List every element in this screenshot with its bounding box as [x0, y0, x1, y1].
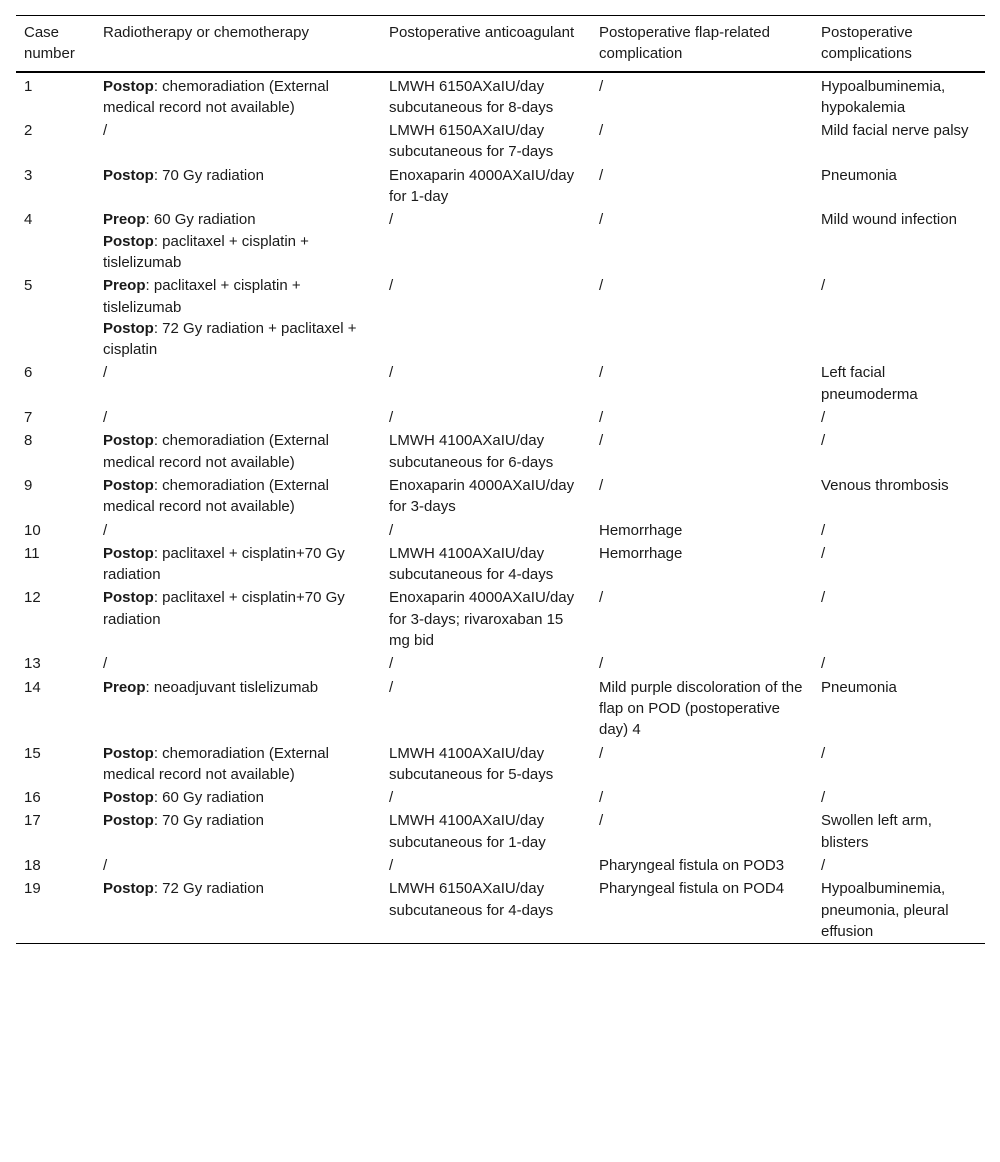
therapy-cell — [95, 208, 381, 274]
case-number-cell: 12 — [24, 589, 41, 607]
anticoagulant-cell: / — [389, 277, 394, 295]
complications-cell: Swollen left arm, blisters — [821, 812, 932, 851]
anticoagulant-cell: LMWH 4100AXaIU/day subcutaneous for 6-days — [389, 432, 554, 471]
case-number-cell: 3 — [24, 166, 33, 184]
therapy-phase-label: Preop — [103, 211, 146, 229]
therapy-phase-label: Postop — [103, 319, 154, 337]
table-row — [16, 742, 985, 787]
therapy-entry — [103, 209, 373, 230]
flap-complication-cell: Hemorrhage — [599, 521, 683, 539]
flap-complication-cell: / — [599, 789, 604, 807]
therapy-entry — [103, 810, 373, 831]
therapy-detail: : 72 Gy radiation — [153, 880, 264, 898]
case-number-cell: 16 — [24, 789, 41, 807]
therapy-entry — [103, 231, 373, 274]
complications-cell: Mild wound infection — [821, 211, 957, 229]
complications-cell: / — [821, 789, 826, 807]
therapy-phase-label: Postop — [103, 744, 154, 762]
table-row — [16, 119, 985, 164]
flap-complication-cell: / — [599, 277, 604, 295]
therapy-cell — [95, 519, 381, 542]
case-number-cell: 19 — [24, 880, 41, 898]
anticoagulant-cell: LMWH 4100AXaIU/day subcutaneous for 4-days — [389, 544, 554, 584]
complications-cell: / — [821, 856, 826, 874]
anticoagulant-cell: / — [389, 409, 394, 427]
header-flap-complication: Postoperative flap-related complication — [599, 24, 770, 63]
anticoagulant-cell: / — [389, 211, 394, 229]
therapy-cell — [95, 809, 381, 854]
therapy-detail: : chemoradiation (External medical record not available) — [103, 744, 329, 783]
therapy-detail: : chemoradiation (External medical record not available) — [103, 77, 329, 116]
therapy-phase-label: Postop — [103, 166, 154, 184]
case-table — [16, 15, 985, 944]
anticoagulant-cell: LMWH 4100AXaIU/day subcutaneous for 5-days — [389, 744, 554, 783]
case-number-cell: 17 — [24, 812, 41, 830]
case-number-cell: 9 — [24, 476, 33, 494]
therapy-detail: : neoadjuvant tislelizumab — [145, 678, 319, 696]
therapy-detail: / — [103, 409, 108, 427]
therapy-phase-label: Postop — [103, 589, 154, 607]
anticoagulant-cell: Enoxaparin 4000AXaIU/day for 3-days; rivaroxaban 15 mg bid — [389, 589, 575, 650]
complications-cell: Hypoalbuminemia, hypokalemia — [821, 77, 946, 116]
anticoagulant-cell: / — [389, 789, 394, 807]
complications-cell: / — [821, 744, 826, 762]
complications-cell: Pneumonia — [821, 166, 897, 184]
complications-cell: / — [821, 589, 826, 607]
anticoagulant-cell: / — [389, 655, 394, 673]
therapy-detail: : 70 Gy radiation — [153, 812, 264, 830]
therapy-cell — [95, 742, 381, 787]
case-number-cell: 5 — [24, 277, 33, 295]
therapy-entry — [103, 878, 373, 899]
complications-cell: Pneumonia — [821, 678, 897, 696]
complications-cell: / — [821, 277, 826, 295]
therapy-detail: : 72 Gy radiation + paclitaxel + cisplatin — [103, 319, 357, 359]
table-row — [16, 72, 985, 120]
anticoagulant-cell: / — [389, 856, 394, 874]
header-row — [16, 16, 985, 72]
therapy-entry — [103, 120, 373, 141]
flap-complication-cell: / — [599, 122, 604, 140]
case-number-cell: 14 — [24, 678, 41, 696]
therapy-phase-label: Preop — [103, 277, 146, 295]
flap-complication-cell: / — [599, 655, 604, 673]
table-row — [16, 586, 985, 652]
table-row — [16, 786, 985, 809]
therapy-cell — [95, 676, 381, 742]
therapy-phase-label: Preop — [103, 678, 146, 696]
therapy-detail: / — [103, 856, 108, 874]
therapy-detail: / — [103, 655, 108, 673]
therapy-detail: : paclitaxel + cisplatin+70 Gy radiation — [103, 589, 345, 628]
flap-complication-cell: / — [599, 812, 604, 830]
therapy-detail: : paclitaxel + cisplatin+70 Gy radiation — [103, 544, 345, 584]
flap-complication-cell: / — [599, 166, 604, 184]
table-row — [16, 406, 985, 429]
flap-complication-cell: / — [599, 476, 604, 494]
therapy-cell — [95, 164, 381, 209]
case-number-cell: 13 — [24, 655, 41, 673]
anticoagulant-cell: LMWH 4100AXaIU/day subcutaneous for 1-day — [389, 812, 546, 851]
flap-complication-cell: / — [599, 589, 604, 607]
flap-complication-cell: Pharyngeal fistula on POD4 — [599, 880, 785, 898]
table-row — [16, 652, 985, 675]
therapy-phase-label: Postop — [103, 77, 154, 95]
therapy-entry — [103, 165, 373, 186]
case-number-cell: 18 — [24, 856, 41, 874]
therapy-entry — [103, 787, 373, 808]
anticoagulant-cell: Enoxaparin 4000AXaIU/day for 1-day — [389, 166, 575, 206]
therapy-phase-label: Postop — [103, 544, 154, 562]
flap-complication-cell: / — [599, 77, 604, 95]
therapy-phase-label: Postop — [103, 232, 154, 250]
table-body — [16, 72, 985, 944]
therapy-phase-label: Postop — [103, 880, 154, 898]
therapy-entry — [103, 855, 373, 876]
header-anticoagulant: Postoperative anticoagulant — [389, 24, 575, 41]
therapy-detail: : chemoradiation (External medical record not available) — [103, 476, 329, 516]
table-row — [16, 361, 985, 406]
therapy-phase-label: Postop — [103, 476, 154, 494]
therapy-entry — [103, 653, 373, 674]
therapy-detail: : chemoradiation (External medical record not available) — [103, 432, 329, 471]
therapy-detail: : paclitaxel + cisplatin + tislelizumab — [103, 232, 309, 271]
complications-cell: / — [821, 409, 826, 427]
header-complications: Postoperative complications — [821, 24, 913, 63]
anticoagulant-cell: LMWH 6150AXaIU/day subcutaneous for 8-days — [389, 77, 554, 116]
flap-complication-cell: / — [599, 409, 604, 427]
therapy-entry — [103, 587, 373, 630]
therapy-entry — [103, 318, 373, 361]
therapy-entry — [103, 76, 373, 119]
therapy-cell — [95, 877, 381, 943]
complications-cell: / — [821, 432, 826, 450]
anticoagulant-cell: / — [389, 364, 394, 382]
therapy-entry — [103, 677, 373, 698]
therapy-cell — [95, 586, 381, 652]
therapy-cell — [95, 361, 381, 406]
therapy-cell — [95, 274, 381, 361]
therapy-detail: : 60 Gy radiation — [153, 789, 264, 807]
flap-complication-cell: Mild purple discoloration of the flap on POD (postoperative day) 4 — [599, 678, 803, 739]
therapy-cell — [95, 72, 381, 120]
therapy-cell — [95, 786, 381, 809]
header-case-number: Case number — [24, 24, 75, 63]
flap-complication-cell: / — [599, 211, 604, 229]
anticoagulant-cell: LMWH 6150AXaIU/day subcutaneous for 4-days — [389, 880, 554, 919]
therapy-detail: / — [103, 122, 108, 140]
therapy-cell — [95, 854, 381, 877]
therapy-entry — [103, 520, 373, 541]
complications-cell: Hypoalbuminemia, pneumonia, pleural effusion — [821, 880, 949, 940]
complications-cell: / — [821, 521, 826, 539]
complications-cell: / — [821, 544, 826, 562]
anticoagulant-cell: / — [389, 678, 394, 696]
therapy-detail: / — [103, 364, 108, 382]
table-row — [16, 676, 985, 742]
table-row — [16, 429, 985, 474]
therapy-cell — [95, 429, 381, 474]
flap-complication-cell: Pharyngeal fistula on POD3 — [599, 856, 785, 874]
anticoagulant-cell: / — [389, 521, 394, 539]
therapy-entry — [103, 743, 373, 786]
therapy-entry — [103, 475, 373, 518]
table-row — [16, 474, 985, 519]
therapy-detail: : 60 Gy radiation — [145, 211, 256, 229]
anticoagulant-cell: LMWH 6150AXaIU/day subcutaneous for 7-days — [389, 122, 554, 161]
complications-cell: / — [821, 655, 826, 673]
therapy-entry — [103, 275, 373, 318]
therapy-cell — [95, 542, 381, 587]
flap-complication-cell: / — [599, 744, 604, 762]
therapy-phase-label: Postop — [103, 789, 154, 807]
case-number-cell: 8 — [24, 432, 33, 450]
case-number-cell: 11 — [24, 544, 40, 562]
therapy-phase-label: Postop — [103, 432, 154, 450]
flap-complication-cell: Hemorrhage — [599, 544, 683, 562]
header-therapy: Radiotherapy or chemotherapy — [103, 24, 309, 41]
table-row — [16, 208, 985, 274]
flap-complication-cell: / — [599, 364, 604, 382]
case-number-cell: 7 — [24, 409, 33, 427]
table-header — [16, 16, 985, 72]
therapy-entry — [103, 430, 373, 473]
case-number-cell: 10 — [24, 521, 41, 539]
table-row — [16, 877, 985, 943]
therapy-cell — [95, 652, 381, 675]
case-number-cell: 4 — [24, 211, 33, 229]
case-number-cell: 6 — [24, 364, 33, 382]
table-row — [16, 542, 985, 587]
therapy-entry — [103, 362, 373, 383]
table-row — [16, 854, 985, 877]
case-number-cell: 2 — [24, 122, 33, 140]
therapy-detail: / — [103, 521, 108, 539]
therapy-entry — [103, 407, 373, 428]
complications-cell: Mild facial nerve palsy — [821, 122, 969, 140]
therapy-cell — [95, 474, 381, 519]
anticoagulant-cell: Enoxaparin 4000AXaIU/day for 3-days — [389, 476, 575, 516]
complications-cell: Venous thrombosis — [821, 476, 949, 494]
therapy-detail: : 70 Gy radiation — [153, 166, 264, 184]
therapy-cell — [95, 406, 381, 429]
case-number-cell: 1 — [24, 77, 33, 95]
table-row — [16, 519, 985, 542]
flap-complication-cell: / — [599, 432, 604, 450]
therapy-phase-label: Postop — [103, 812, 154, 830]
therapy-cell — [95, 119, 381, 164]
therapy-entry — [103, 543, 373, 586]
complications-cell: Left facial pneumoderma — [821, 364, 918, 403]
table-row — [16, 164, 985, 209]
table-row — [16, 809, 985, 854]
therapy-detail: : paclitaxel + cisplatin + tislelizumab — [103, 277, 301, 316]
case-number-cell: 15 — [24, 744, 41, 762]
table-row — [16, 274, 985, 361]
